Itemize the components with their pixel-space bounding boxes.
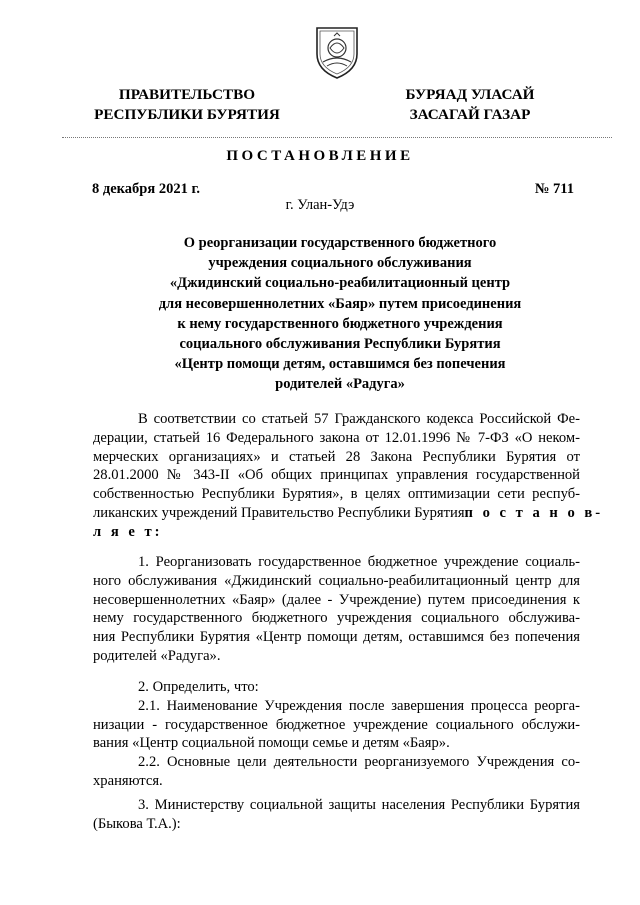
item-2-paragraph: [93, 678, 580, 791]
item-3-paragraph: [93, 796, 580, 834]
subject-line: «Джидинский социально-реабилитационный центр: [169, 275, 511, 292]
preamble-line: 28.01.2000 № 343-II «Об общих принципах управления государственной: [93, 467, 580, 484]
preamble-paragraph: [93, 410, 604, 542]
item-1-line: ного обслуживания «Джидинский социально-реабилитационный центр для: [93, 572, 580, 589]
decree-word: п о с т а н о в-: [464, 504, 604, 521]
decree-word-end: л я е т:: [93, 523, 163, 540]
header-right-line-1: БУРЯАД УЛАСАЙ: [405, 86, 535, 103]
subject-line: О реорганизации государственного бюджетного: [183, 235, 497, 251]
item-3-line: (Быкова Т.А.):: [93, 815, 181, 832]
coat-of-arms-emblem: [313, 24, 361, 80]
item-1-line: 1. Реорганизовать государственное бюджетное учреждение социаль-: [138, 554, 580, 570]
subject-line: социального обслуживания Республики Бурятия: [179, 336, 501, 353]
subject-line: к нему государственного бюджетного учреждения: [177, 315, 503, 332]
item-2-2-line: храняются.: [93, 772, 163, 789]
item-1-paragraph: [93, 553, 580, 666]
preamble-line: собственностью Республики Бурятия», в целях оптимизации сети респуб-: [93, 486, 580, 503]
item-2-line: 2. Определить, что:: [138, 679, 259, 695]
item-2-2-line: 2.2. Основные цели деятельности реорганизуемого Учреждения со-: [138, 754, 580, 771]
subject-line: учреждения социального обслуживания: [208, 255, 472, 272]
item-1-line: нему государственного бюджетного учреждения социального обслужива-: [93, 610, 580, 627]
preamble-line-text: ликанских учреждений Правительство Республики Бурятия: [93, 504, 465, 521]
document-title: ПОСТАНОВЛЕНИЕ: [226, 148, 414, 164]
item-1-line: родителей «Радуга».: [93, 647, 221, 664]
preamble-line: В соответствии со статьей 57 Гражданского кодекса Российской Фе-: [138, 411, 580, 427]
subject-line: для несовершеннолетних «Баяр» путем присоединения: [158, 295, 522, 312]
document-city: г. Улан-Удэ: [285, 197, 355, 213]
item-2-1-line: вания «Центр социальной помощи семье и детям «Баяр».: [93, 735, 450, 752]
document-date: 8 декабря 2021 г.: [92, 181, 201, 197]
item-2-1-line: 2.1. Наименование Учреждения после завершения процесса реорга-: [138, 697, 580, 714]
document-subject: [100, 233, 580, 395]
header-right-line-2: ЗАСАГАЙ ГАЗАР: [409, 106, 531, 123]
item-1-line: несовершеннолетних «Баяр» (далее - Учреждение) путем присоединения к: [93, 591, 580, 608]
header-left-line-1: ПРАВИТЕЛЬСТВО: [118, 86, 256, 103]
item-3-line: 3. Министерству социальной защиты населения Республики Бурятия: [138, 797, 580, 813]
preamble-line: [93, 504, 604, 523]
preamble-line: дерации, статьей 16 Федерального закона от 12.01.1996 № 7-ФЗ «О неком-: [93, 429, 580, 446]
preamble-line: мерческих организациях» и статьей 28 Закона Республики Бурятия от: [93, 448, 580, 465]
government-header-buryat: [400, 85, 540, 125]
government-header-russian: [92, 85, 282, 125]
header-divider: [62, 137, 612, 138]
header-left-line-2: РЕСПУБЛИКИ БУРЯТИЯ: [94, 106, 280, 123]
item-1-line: ния Республики Бурятия «Центр помощи детям, оставшимся без попечения: [93, 629, 580, 646]
item-2-1-line: низации - государственное бюджетное учреждение социального обслужи-: [93, 716, 580, 733]
subject-line: «Центр помощи детям, оставшимся без попечения: [174, 356, 506, 373]
subject-line: родителей «Радуга»: [275, 376, 405, 393]
document-number: № 711: [534, 181, 574, 197]
